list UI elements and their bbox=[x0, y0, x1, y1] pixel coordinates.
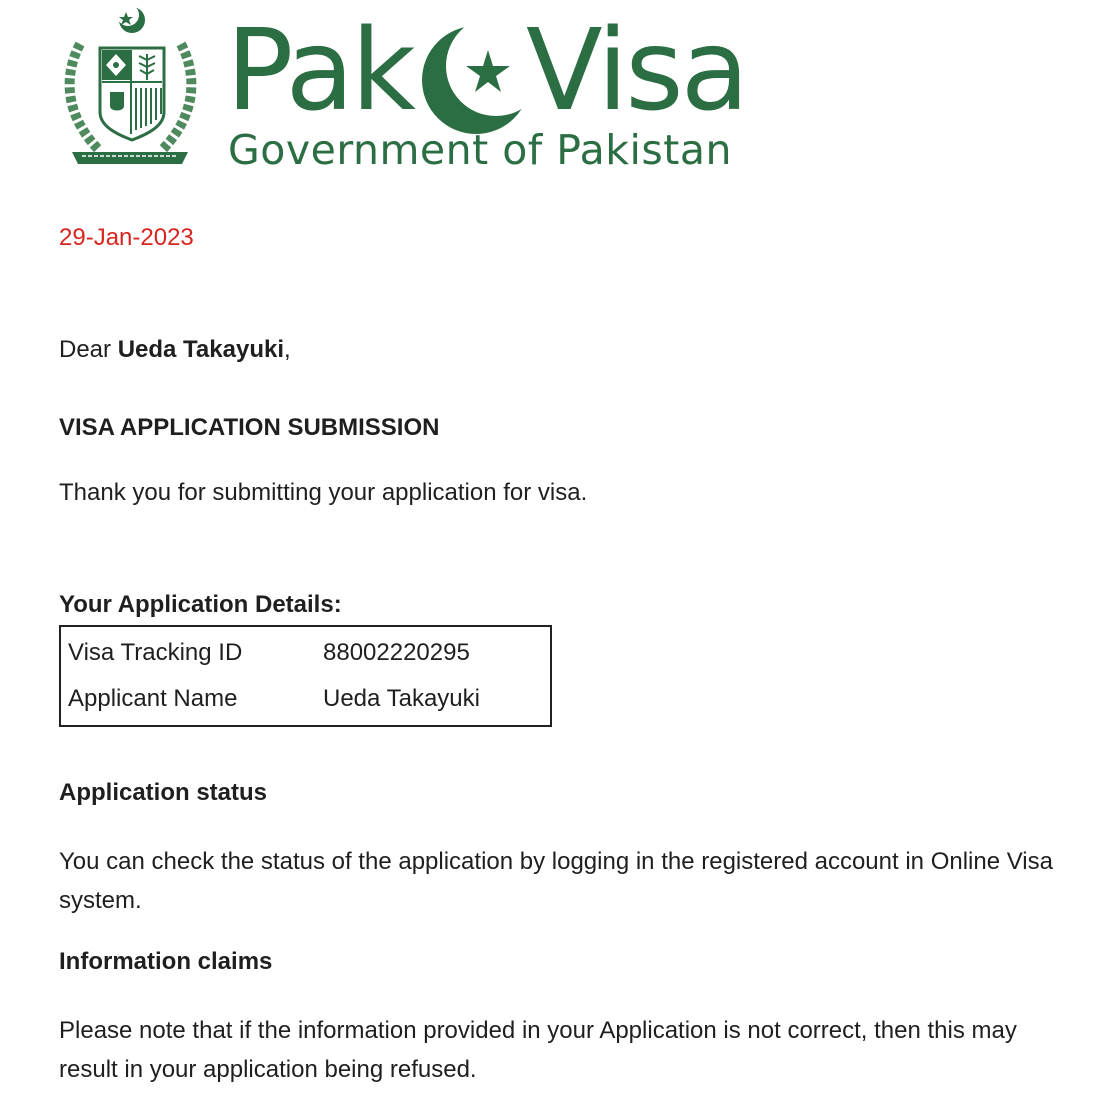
header bbox=[58, 4, 748, 174]
info-text: Please note that if the information provided in your Application is not correct, then this may result in your application being refused. bbox=[59, 1017, 1017, 1083]
letter-date: 29-Jan-2023 bbox=[59, 224, 194, 251]
logo-pak-text: Pak bbox=[226, 6, 413, 136]
status-heading: Application status bbox=[59, 779, 268, 806]
detail-value: Ueda Takayuki bbox=[323, 685, 480, 712]
info-heading: Information claims bbox=[59, 948, 273, 975]
details-heading: Your Application Details: bbox=[59, 591, 342, 618]
logo-visa-text: Visa bbox=[526, 6, 747, 136]
greeting-suffix: , bbox=[284, 336, 291, 363]
logo-subtitle: Government of Pakistan bbox=[228, 126, 732, 174]
state-emblem-icon bbox=[58, 4, 203, 174]
status-text: You can check the status of the application by logging in the registered account in Online Visa system. bbox=[59, 848, 1053, 914]
detail-label: Visa Tracking ID bbox=[68, 639, 243, 666]
detail-label: Applicant Name bbox=[68, 685, 238, 712]
application-details-table bbox=[59, 625, 552, 727]
detail-value: 88002220295 bbox=[323, 639, 470, 666]
letter-title: VISA APPLICATION SUBMISSION bbox=[59, 414, 440, 441]
greeting-prefix: Dear bbox=[59, 336, 118, 363]
thanks-text: Thank you for submitting your application for visa. bbox=[59, 479, 588, 506]
pakvisa-logo bbox=[226, 6, 747, 174]
crescent-star-icon bbox=[414, 14, 524, 138]
greeting bbox=[59, 336, 291, 364]
recipient-name: Ueda Takayuki bbox=[117, 336, 284, 363]
